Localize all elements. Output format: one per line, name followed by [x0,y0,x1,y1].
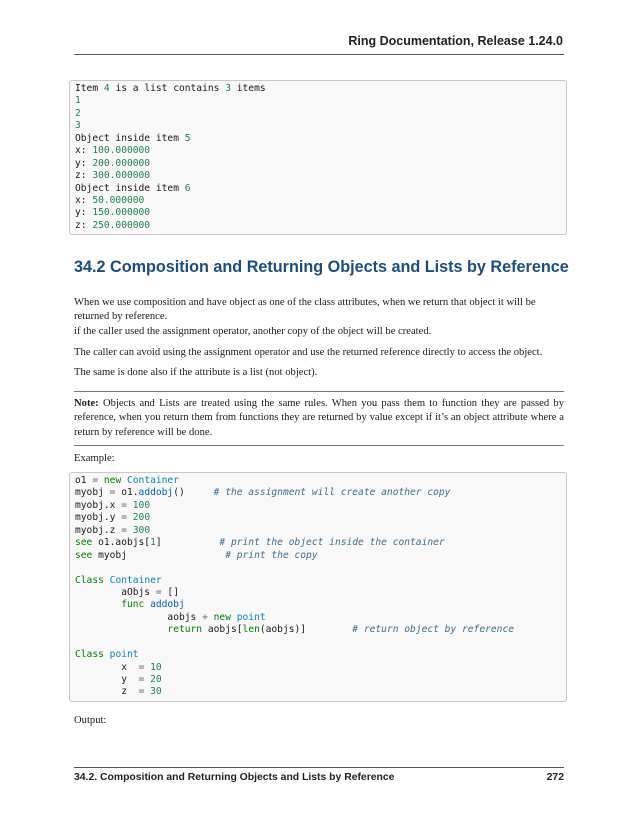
code-line: func addobj [121,599,185,611]
paragraph: if the caller used the assignment operator, another copy of the object will be created. [74,326,432,337]
code-line: Item 4 is a list contains 3 items [75,83,266,94]
code-line: myobj = o1.addobj() # the assignment will create another copy [75,487,451,499]
code-line: myobj.x = 100 [75,499,151,511]
footer-divider [74,767,564,768]
running-header: Ring Documentation, Release 1.24.0 [348,34,563,48]
example-code-block [69,472,567,702]
example-code-text [75,475,561,699]
code-line: return aobjs[len(aobjs)] # return object by reference [167,624,514,636]
code-line [75,637,561,649]
code-line: Class point [75,649,139,661]
code-line: see myobj # print the copy [75,549,318,561]
paragraph: The same is done also if the attribute is a list (not object). [74,367,318,378]
paragraph: The caller can avoid using the assignment operator and use the returned reference directly to access the object. [74,347,543,358]
footer-section-title: 34.2. Composition and Returning Objects and Lists by Reference [74,772,395,783]
note-label: Note: [74,398,99,409]
code-line: z = 30 [75,686,162,698]
output-code-text [75,83,561,232]
code-line: aObjs = [] [75,586,179,598]
code-line: Class Container [75,574,162,586]
output-code-block [69,80,567,235]
note-box [74,391,564,446]
code-line: y = 20 [75,674,162,685]
code-line: myobj.y = 200 [75,512,151,524]
code-line: y: 150.000000 [75,207,151,219]
code-line: x: 50.000000 [75,194,145,206]
code-line: x: 100.000000 [75,145,151,157]
code-line: aobjs + new point [75,611,266,623]
code-line: x = 10 [75,661,162,673]
code-line: Object inside item 6 [75,182,191,194]
page-number: 272 [546,772,564,783]
running-footer [74,772,564,783]
example-label: Example: [74,453,115,464]
note-text: Objects and Lists are treated using the same rules. When you pass them to function they are passed by reference, when you return them from functions they are returned by value except if it’s an object attribute where a return by reference will be done. [74,398,564,438]
code-line: myobj.z = 300 [75,524,151,536]
output-label: Output: [74,715,107,726]
code-line: 3 [75,120,81,132]
code-line: z: 300.000000 [75,170,151,182]
code-line: see o1.aobjs[1] # print the object inside the container [75,537,445,549]
code-line: Object inside item 5 [75,132,191,144]
code-line [75,562,561,574]
paragraph: When we use composition and have object as one of the class attributes, when we return that object it will be returned by reference. [74,297,536,323]
section-heading: 34.2 Composition and Returning Objects and Lists by Reference [74,258,569,276]
code-line: z: 250.000000 [75,219,151,231]
header-divider [74,54,564,55]
code-line: y: 200.000000 [75,157,151,169]
code-line: o1 = new Container [75,475,179,486]
code-line: 2 [75,107,81,119]
code-line: 1 [75,95,81,107]
